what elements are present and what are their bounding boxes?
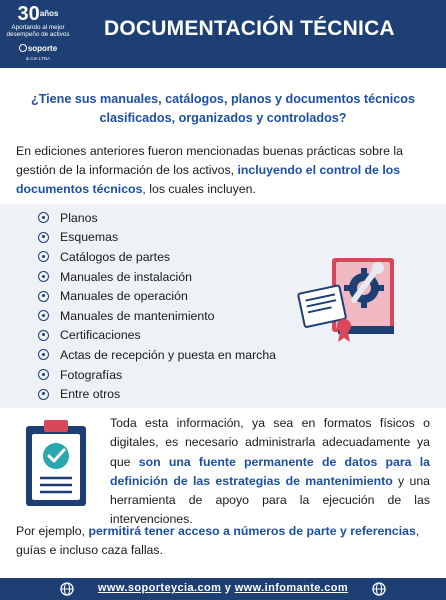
- footer-links: www.soporteycia.com y www.infomante.com: [97, 582, 349, 594]
- list-item: [38, 365, 276, 385]
- intro-highlight: incluyendo el control de los documentos técnicos: [16, 163, 401, 196]
- logo-ring-icon: [19, 44, 27, 52]
- list-item-label: Entre otros: [60, 387, 121, 402]
- list-item: [38, 228, 276, 248]
- intro-paragraph: En ediciones anteriores fueron mencionadas buenas prácticas sobre la gestión de la información de los activos, incluyendo el control de los documentos técnicos, los cuales incluyen.: [16, 144, 403, 196]
- list-item: [38, 326, 276, 346]
- globe-icon: [372, 582, 386, 596]
- list-item: [38, 286, 276, 306]
- example-paragraph: Por ejemplo, permitirá tener acceso a números de parte y referencias, guías e incluso caza fallas.: [16, 524, 420, 557]
- list-item-label: Fotografías: [60, 367, 123, 382]
- badge-line-2: desempeño de activos: [6, 31, 70, 38]
- list-item: [38, 267, 276, 287]
- list-item: [38, 384, 276, 404]
- lead-question: ¿Tiene sus manuales, catálogos, planos y documentos técnicos clasificados, organizados y controlados?: [31, 92, 415, 125]
- list-item-label: Certificaciones: [60, 328, 141, 343]
- badge-number: $30^{años}$: [17, 3, 59, 25]
- brand-subtitle: & CIA LTDA: [26, 56, 50, 61]
- list-item: [38, 306, 276, 326]
- list-item-label: Manuales de instalación: [60, 269, 192, 284]
- list-item-label: Esquemas: [60, 230, 119, 245]
- example-highlight: permitirá tener acceso a números de parte y referencias: [88, 524, 416, 538]
- list-item: [38, 247, 276, 267]
- target-circle-icon: [38, 369, 49, 380]
- list-item-label: Planos: [60, 210, 98, 225]
- list-item: [38, 208, 276, 228]
- target-circle-icon: [38, 310, 49, 321]
- target-circle-icon: [38, 291, 49, 302]
- target-circle-icon: [38, 389, 49, 400]
- header-bar: [0, 0, 446, 68]
- footer-link-soporteycia[interactable]: www.soporteycia.com: [97, 582, 222, 594]
- management-paragraph: Toda esta información, ya sea en formatos físicos o digitales, es necesario administrarla adecuadamente ya que son una fuente permanente de datos para la definición de las estrategias de mantenimiento y una herramienta de apoyo para la ejecución de las intervenciones.: [110, 416, 430, 527]
- list-item: [38, 345, 276, 365]
- target-circle-icon: [38, 212, 49, 223]
- target-circle-icon: [38, 251, 49, 262]
- list-item-label: Catálogos de partes: [60, 249, 171, 264]
- target-circle-icon: [38, 330, 49, 341]
- manual-gear-wrench-icon: [292, 254, 404, 344]
- target-circle-icon: [38, 232, 49, 243]
- clipboard-check-icon: [24, 418, 88, 508]
- brand-logo: soporte: [19, 44, 57, 53]
- target-circle-icon: [38, 349, 49, 360]
- anniversary-badge: [6, 4, 70, 64]
- badge-line-1: Aportando al mejor: [11, 24, 65, 31]
- list-item-label: Manuales de operación: [60, 289, 188, 304]
- page-title: DOCUMENTACIÓN TÉCNICA: [104, 17, 395, 40]
- footer-link-infomante[interactable]: www.infomante.com: [234, 582, 349, 594]
- document-types-list: [38, 208, 276, 404]
- list-item-label: Actas de recepción y puesta en marcha: [60, 347, 277, 362]
- management-highlight: son una fuente permanente de datos para la definición de las estrategias de mantenimiento: [110, 454, 430, 488]
- list-item-label: Manuales de mantenimiento: [60, 308, 215, 323]
- footer-bar: [0, 578, 446, 600]
- target-circle-icon: [38, 271, 49, 282]
